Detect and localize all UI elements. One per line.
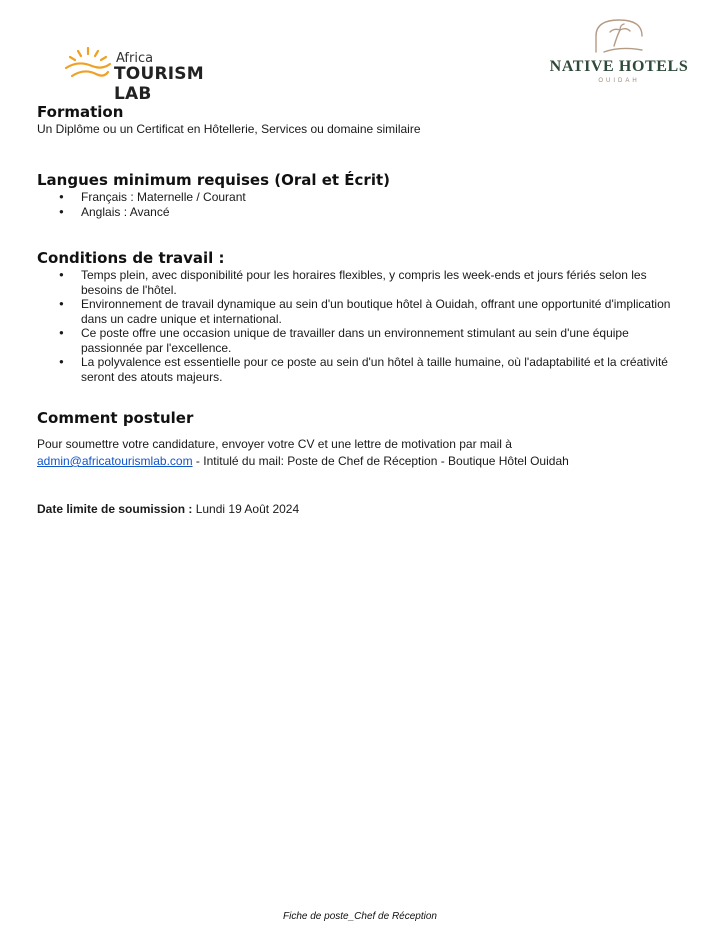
list-item: ● La polyvalence est essentielle pour ce poste au sein d'un hôtel à taille humaine, où l'adaptabilité et la créativité seront des atouts majeurs. [81, 355, 687, 384]
formation-text: Un Diplôme ou un Certificat en Hôtellerie, Services ou domaine similaire [37, 122, 421, 136]
email-link[interactable]: admin@africatourismlab.com [37, 454, 193, 468]
langues-heading: Langues minimum requises (Oral et Écrit) [37, 171, 390, 189]
section-deadline [37, 502, 299, 516]
deadline-label: Date limite de soumission : [37, 502, 193, 516]
list-item: ● Anglais : Avancé [81, 205, 390, 220]
logo-text-native-hotels: NATIVE HOTELS [549, 58, 689, 75]
conditions-list [37, 268, 687, 384]
postuler-text [37, 436, 569, 470]
logo-text-ouidah: OUIDAH [598, 78, 640, 84]
list-item: ● Environnement de travail dynamique au sein d'un boutique hôtel à Ouidah, offrant une opportunité d'implication dans un cadre unique et international. [81, 297, 687, 326]
page-footer: Fiche de poste_Chef de Réception [283, 911, 437, 922]
list-item: ● Français : Maternelle / Courant [81, 190, 390, 205]
formation-heading: Formation [37, 103, 124, 121]
section-langues [37, 170, 390, 219]
palm-hut-icon [590, 16, 648, 54]
postuler-intro: Pour soumettre votre candidature, envoyer votre CV et une lettre de motivation par mail à [37, 437, 512, 451]
section-formation [37, 102, 421, 137]
native-hotels-logo [548, 16, 690, 88]
langues-list [37, 190, 390, 219]
list-item: ● Temps plein, avec disponibilité pour les horaires flexibles, y compris les week-ends et jours fériés selon les besoins de l'hôtel. [81, 268, 687, 297]
logo-text-tourism-lab: TOURISM LAB [114, 64, 204, 104]
list-item: ● Ce poste offre une occasion unique de travailler dans un environnement stimulant au sein d'une équipe passionnée par l'excellence. [81, 326, 687, 355]
section-postuler [37, 408, 569, 470]
logo-text-africa: Africa [116, 51, 154, 66]
postuler-subject: - Intitulé du mail: Poste de Chef de Réception - Boutique Hôtel Ouidah [192, 454, 569, 468]
section-conditions [37, 248, 687, 384]
postuler-heading: Comment postuler [37, 409, 194, 427]
africa-tourism-lab-logo [62, 46, 242, 104]
deadline-value: Lundi 19 Août 2024 [192, 502, 300, 516]
conditions-heading: Conditions de travail : [37, 249, 225, 267]
sunrise-icon [62, 46, 114, 86]
